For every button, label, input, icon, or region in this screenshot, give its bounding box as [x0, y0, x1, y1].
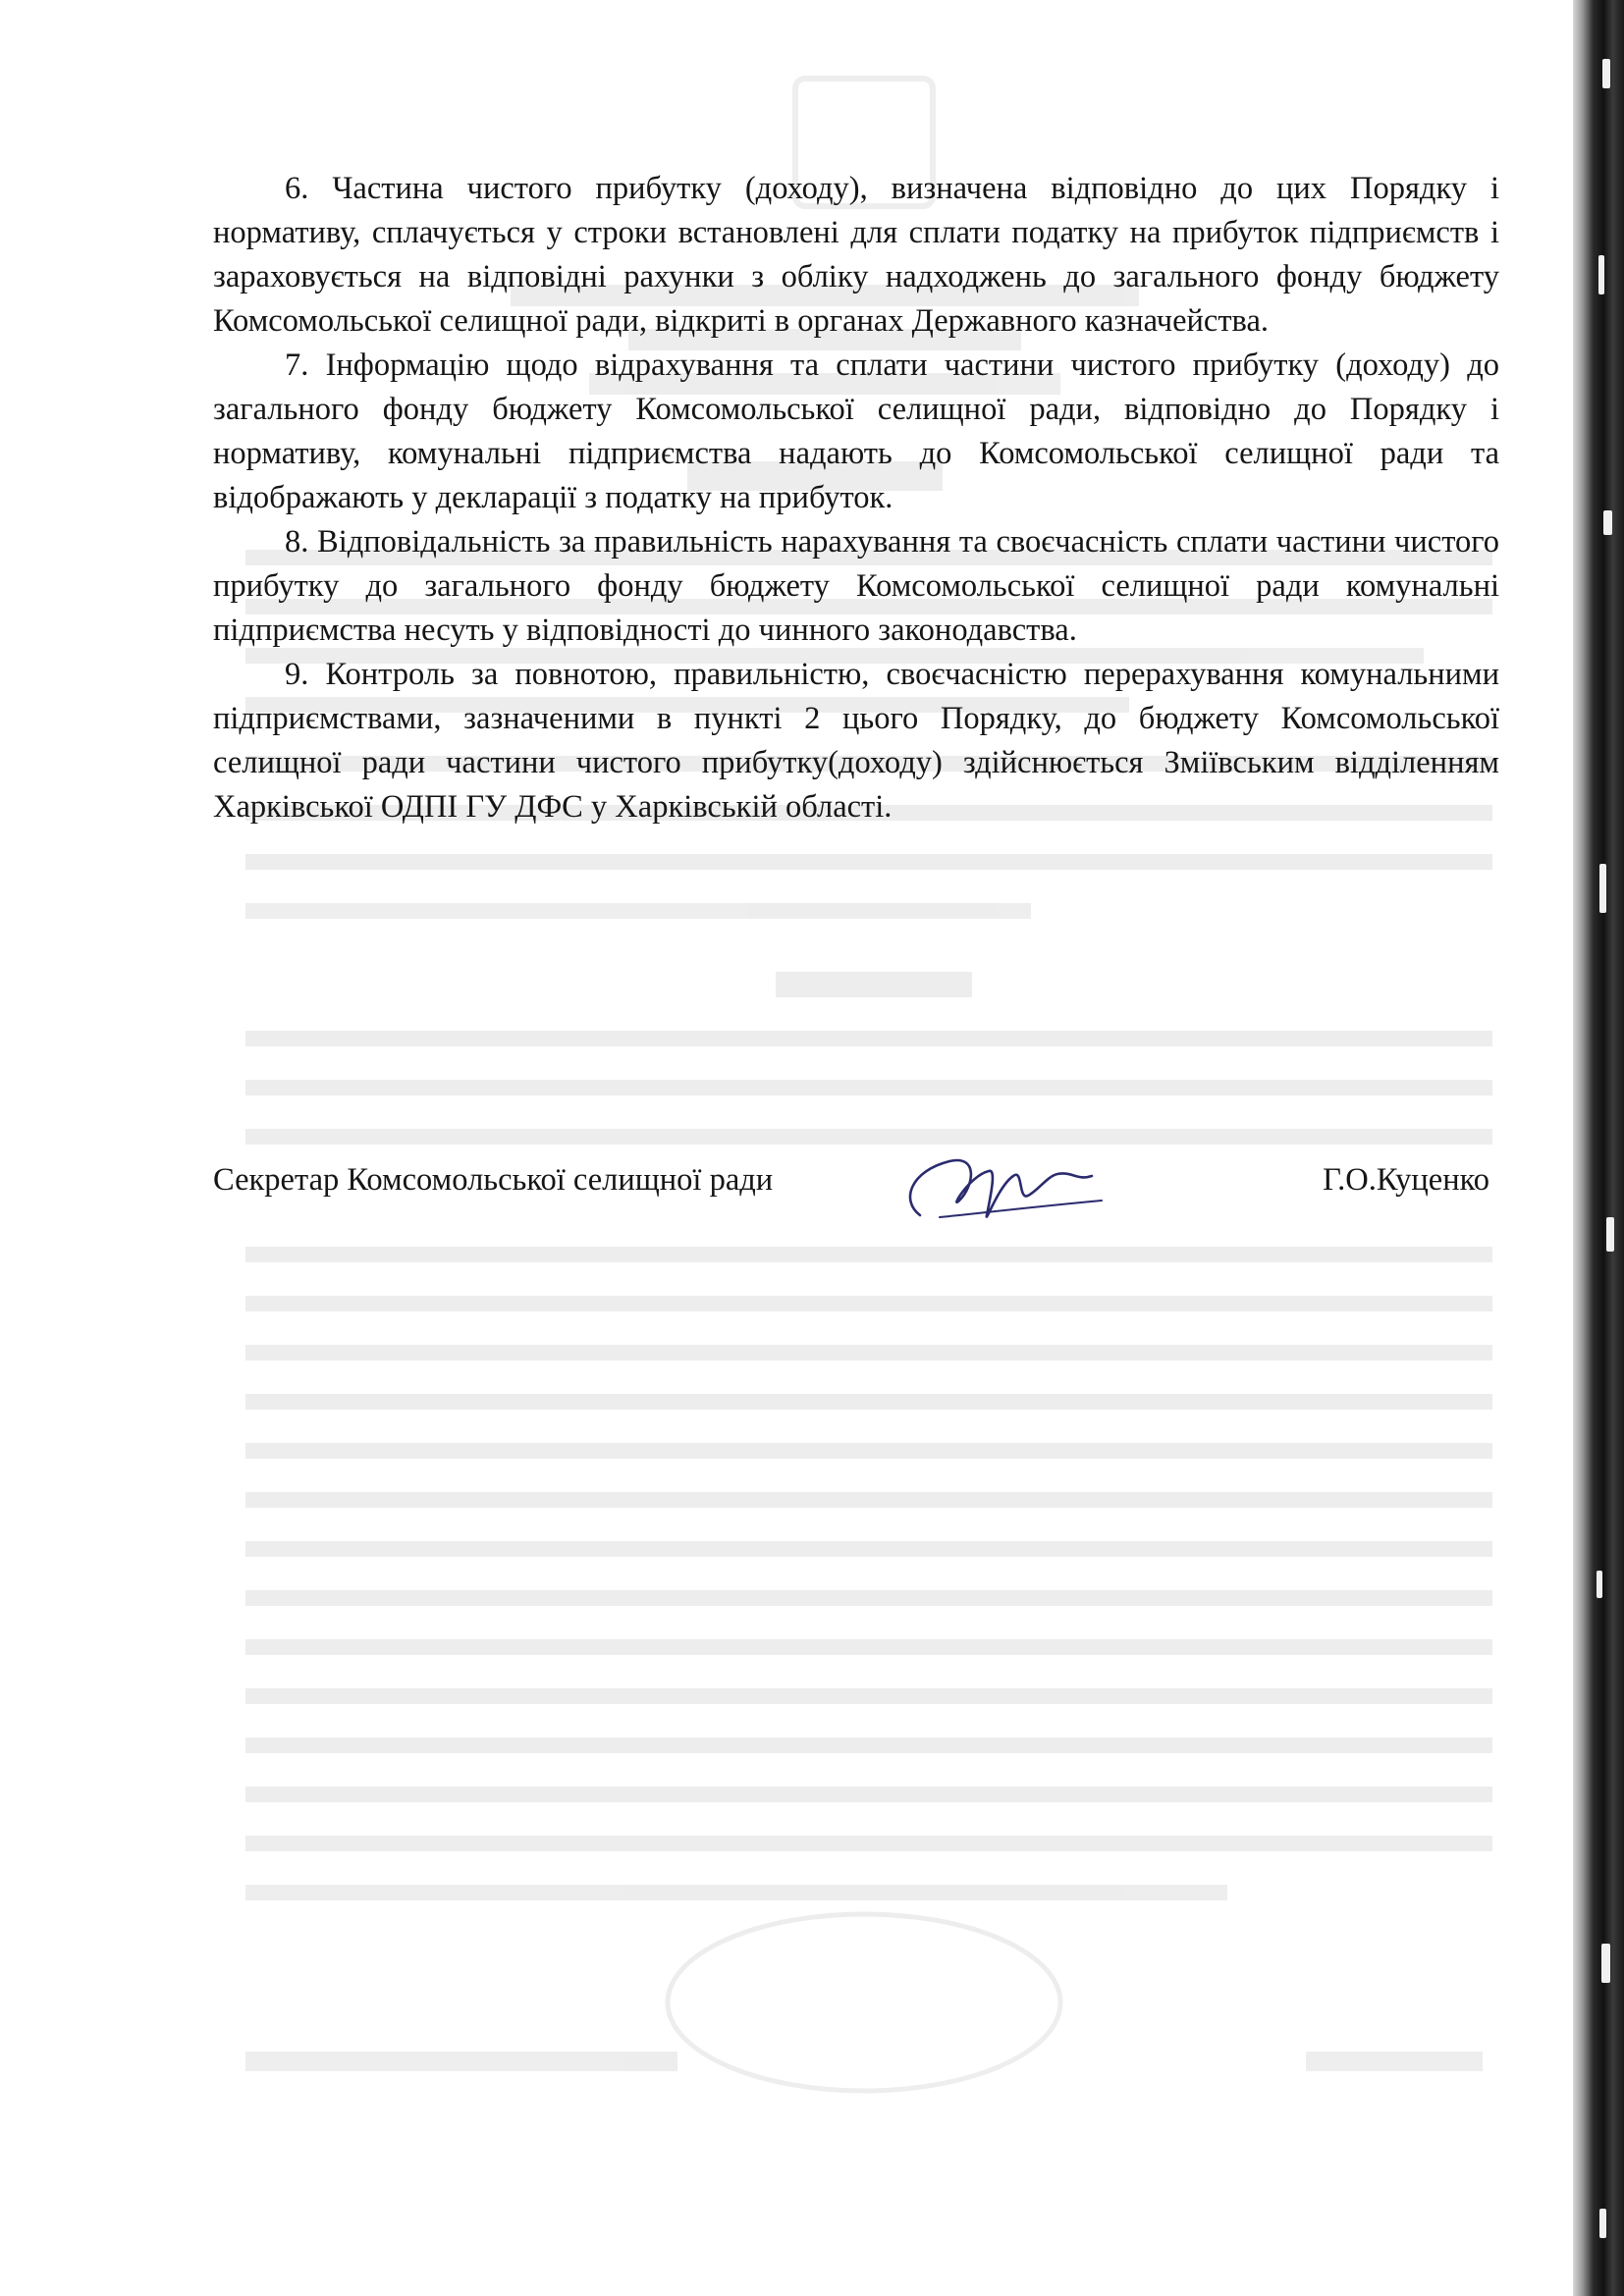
document-body [213, 167, 1499, 829]
paragraph-7: 7. Інформацію щодо відрахування та сплати частини чистого прибутку (доходу) до загального фонду бюджету Комсомольської селищної ради, відповідно до Порядку і нормативу, комунальні підприємства надають до Комсомольської селищної ради та відображають у декларації з податку на прибуток. [213, 347, 1499, 515]
paragraph-9: 9. Контроль за повнотою, правильністю, своєчасністю перерахування комунальними підприємствами, зазначеними в пункті 2 цього Порядку, до бюджету Комсомольської селищної ради частини чистого прибутку(доходу) здійснюється Зміївським відділенням Харківської ОДПІ ГУ ДФС у Харківській області. [213, 657, 1499, 825]
paragraph-6: 6. Частина чистого прибутку (доходу), визначена відповідно до цих Порядку і нормативу, сплачується у строки встановлені для сплати податку на прибуток підприємств і зараховується на відповідні рахунки з обліку надходжень до загального фонду бюджету Комсомольської селищної ради, відкриті в органах Державного казначейства. [213, 171, 1499, 339]
paragraph-8: 8. Відповідальність за правильність нарахування та своєчасність сплати частини чистого прибутку до загального фонду бюджету Комсомольської селищної ради комунальні підприємства несуть у відповідності до чинного законодавства. [213, 524, 1499, 648]
signatory-position: Секретар Комсомольської селищної ради [213, 1162, 774, 1198]
signature-block [213, 1147, 1489, 1235]
handwritten-signature [881, 1147, 1107, 1235]
scan-border-edge [1573, 0, 1624, 2296]
signatory-name: Г.О.Куценко [1323, 1162, 1489, 1198]
